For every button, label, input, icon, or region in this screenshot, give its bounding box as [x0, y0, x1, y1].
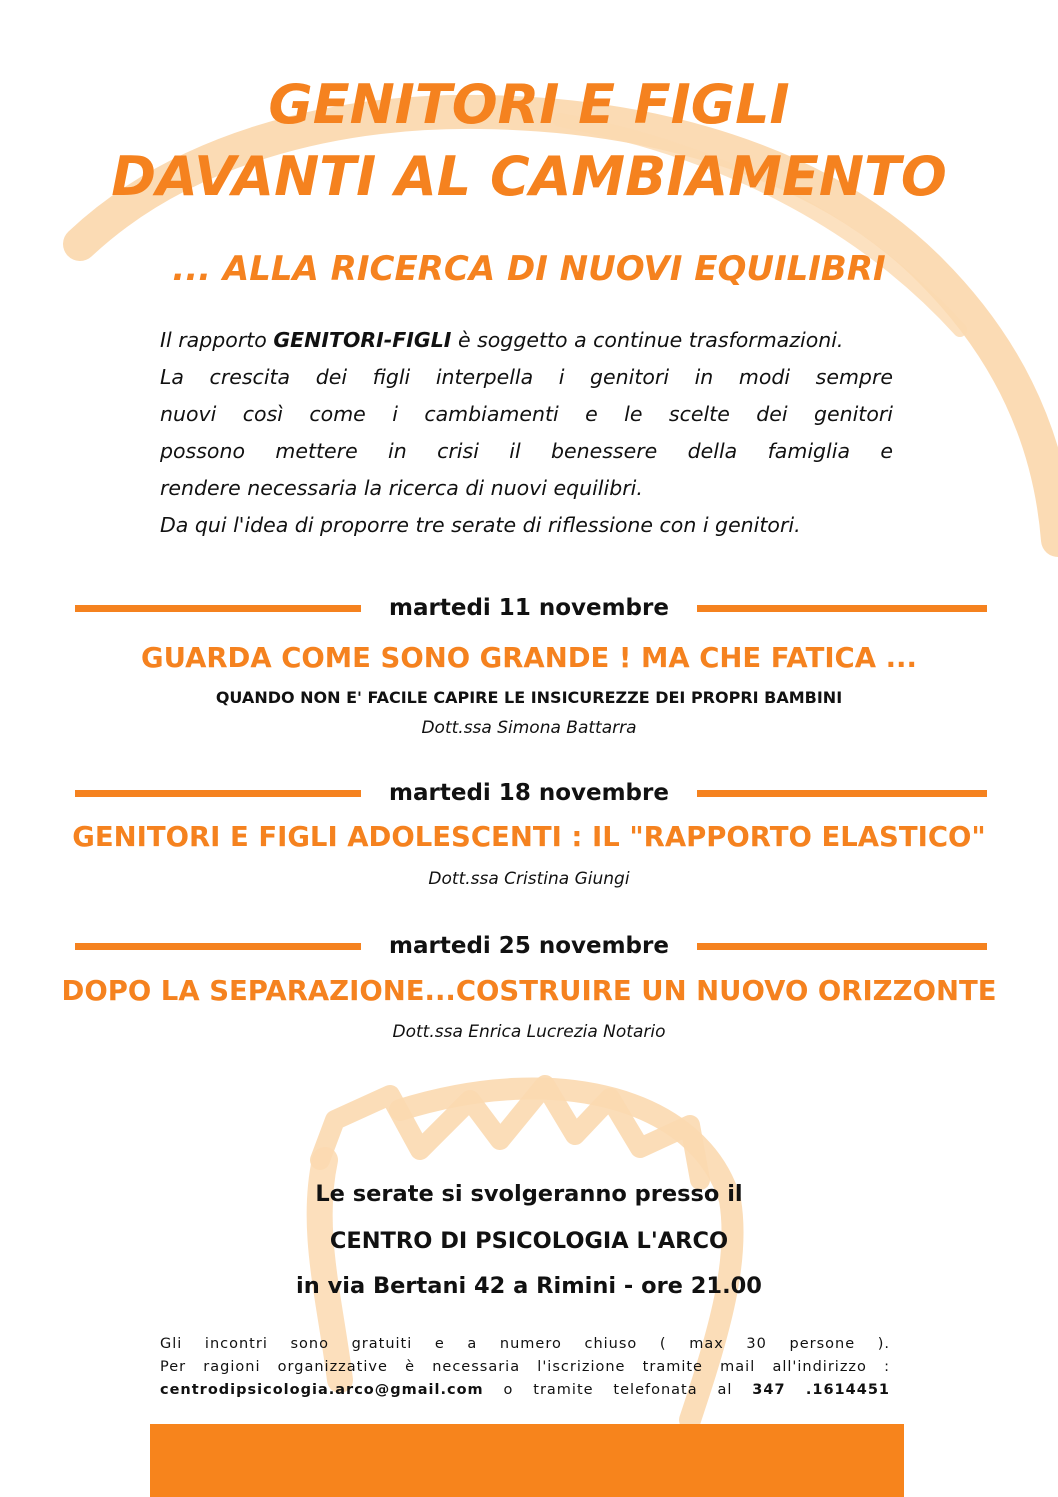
event-title: GUARDA COME SONO GRANDE ! MA CHE FATICA ...: [141, 642, 917, 674]
venue-address: in via Bertani 42 a Rimini - ore 21.00: [296, 1273, 762, 1299]
intro-line: La crescita dei figli interpella i genitori in modi sempre: [160, 365, 893, 389]
main-title-line1: GENITORI E FIGLI: [268, 73, 790, 136]
venue-name: CENTRO DI PSICOLOGIA L'ARCO: [329, 1228, 729, 1254]
intro-bold-term: GENITORI-FIGLI: [273, 328, 452, 352]
event-date-row: [75, 931, 987, 961]
footer-line: Per ragioni organizzative è necessaria l'iscrizione tramite mail all'indirizzo :: [160, 1359, 890, 1375]
intro-line: nuovi così come i cambiamenti e le scelte dei genitori: [160, 402, 893, 426]
event-speaker: Dott.ssa Simona Battarra: [421, 718, 637, 738]
divider-bar-left: [75, 943, 361, 950]
divider-bar-left: [75, 790, 361, 797]
divider-bar-right: [697, 605, 987, 612]
event-date-row: [75, 778, 987, 808]
intro-paragraph: [160, 322, 893, 544]
event-date: martedi 25 novembre: [389, 933, 669, 959]
event-title: DOPO LA SEPARAZIONE...COSTRUIRE UN NUOVO ORIZZONTE: [61, 975, 997, 1007]
divider-bar-right: [697, 943, 987, 950]
intro-line: rendere necessaria la ricerca di nuovi equilibri.: [160, 476, 643, 500]
event-date: martedi 18 novembre: [389, 780, 669, 806]
main-subtitle: ... ALLA RICERCA DI NUOVI EQUILIBRI: [172, 249, 886, 289]
event-title: GENITORI E FIGLI ADOLESCENTI : IL "RAPPORTO ELASTICO": [72, 821, 986, 853]
intro-line: Il rapporto GENITORI-FIGLI è soggetto a continue trasformazioni.: [160, 328, 844, 352]
intro-line: Da qui l'idea di proporre tre serate di riflessione con i genitori.: [160, 513, 801, 537]
divider-bar-left: [75, 605, 361, 612]
footer-contact-line: centrodipsicologia.arco@gmail.com o tramite telefonata al 347 .1614451: [160, 1382, 890, 1398]
footer-info: [160, 1333, 890, 1402]
phone-number: 347 .1614451: [752, 1382, 890, 1398]
event-subtitle: QUANDO NON E' FACILE CAPIRE LE INSICUREZZE DEI PROPRI BAMBINI: [215, 688, 843, 707]
event-date: martedi 11 novembre: [389, 595, 669, 621]
event-speaker: Dott.ssa Enrica Lucrezia Notario: [392, 1022, 666, 1042]
venue-line1: Le serate si svolgeranno presso il: [315, 1181, 743, 1207]
email-link[interactable]: centrodipsicologia.arco@gmail.com: [160, 1382, 484, 1398]
intro-line: possono mettere in crisi il benessere della famiglia e: [160, 439, 893, 463]
event-date-row: [75, 593, 987, 623]
footer-line: Gli incontri sono gratuiti e a numero chiuso ( max 30 persone ).: [160, 1336, 890, 1352]
divider-bar-right: [697, 790, 987, 797]
event-speaker: Dott.ssa Cristina Giungi: [428, 869, 630, 889]
main-title-line2: DAVANTI AL CAMBIAMENTO: [111, 145, 947, 208]
bottom-orange-band: [150, 1424, 904, 1497]
